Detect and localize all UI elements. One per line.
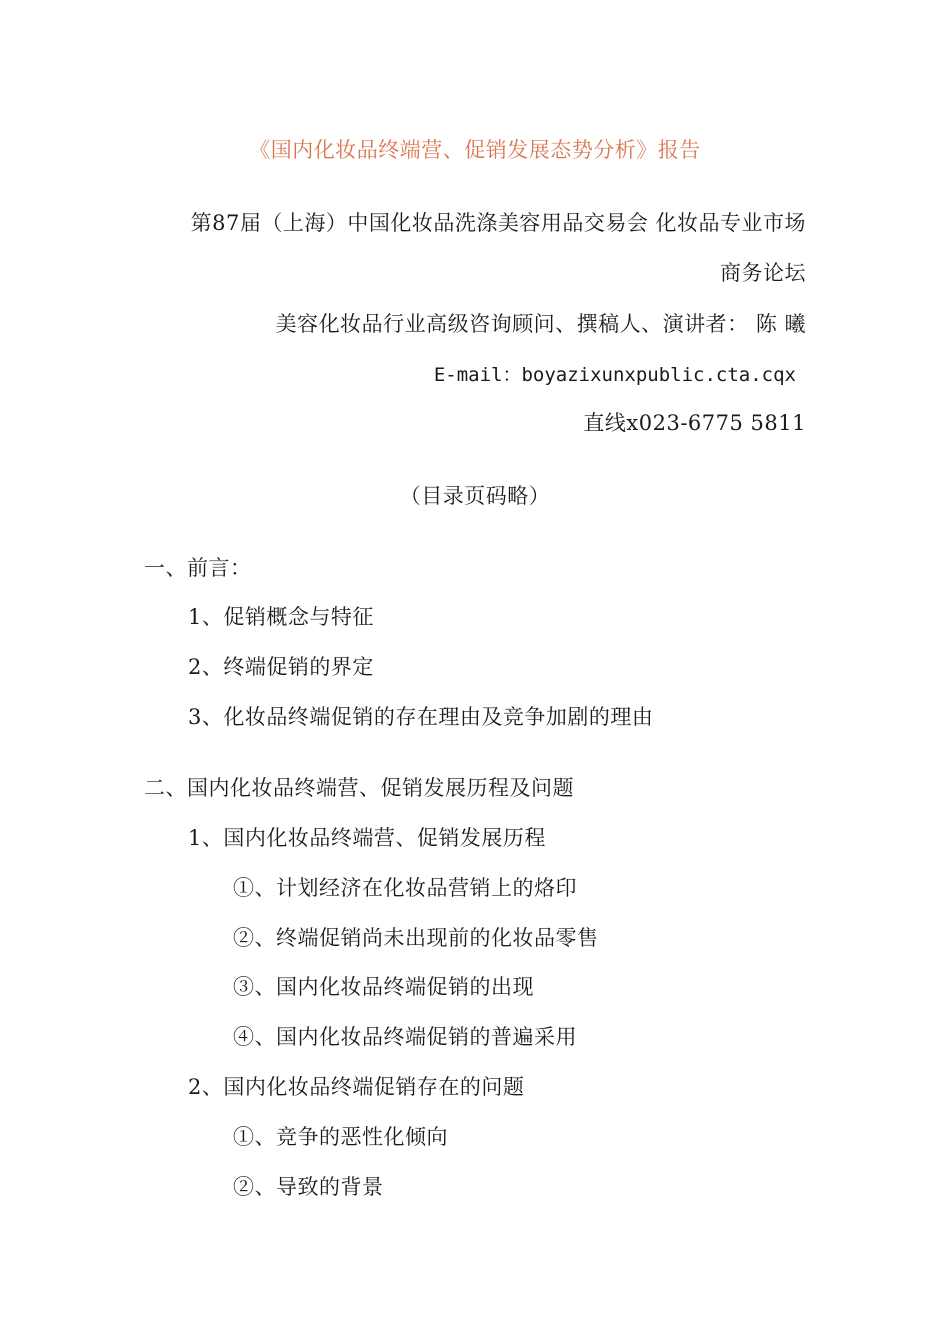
subsection-heading: 2、国内化妆品终端促销存在的问题 bbox=[188, 1075, 525, 1099]
email-line: E-mail：boyazixunxpublic.cta.cqx bbox=[433, 364, 796, 386]
outline-subitem: ②、终端促销尚未出现前的化妆品零售 bbox=[233, 926, 599, 950]
outline-subitem: ①、竞争的恶性化倾向 bbox=[233, 1125, 448, 1149]
outline-item: 3、化妆品终端促销的存在理由及竞争加剧的理由 bbox=[188, 705, 654, 729]
phone-line: 直线x023-6775 5811 bbox=[583, 411, 806, 435]
document-title: 《国内化妆品终端营、促销发展态势分析》报告 bbox=[249, 138, 701, 162]
outline-item: 1、促销概念与特征 bbox=[188, 605, 374, 629]
outline-subitem: ②、导致的背景 bbox=[233, 1175, 384, 1199]
subsection-heading: 1、国内化妆品终端营、促销发展历程 bbox=[188, 826, 546, 850]
author-line: 美容化妆品行业高级咨询顾问、撰稿人、演讲者： 陈 曦 bbox=[275, 312, 806, 336]
section-heading: 二、国内化妆品终端营、促销发展历程及问题 bbox=[144, 776, 574, 800]
section-heading: 一、前言： bbox=[144, 556, 252, 580]
outline-subitem: ③、国内化妆品终端促销的出现 bbox=[233, 975, 534, 999]
outline-item: 2、终端促销的界定 bbox=[188, 655, 374, 679]
event-line: 第87届（上海）中国化妆品洗涤美容用品交易会 化妆品专业市场 bbox=[190, 211, 806, 235]
outline-subitem: ④、国内化妆品终端促销的普遍采用 bbox=[233, 1025, 577, 1049]
toc-note: （目录页码略） bbox=[399, 484, 551, 508]
event-line-continued: 商务论坛 bbox=[720, 261, 806, 285]
outline-subitem: ①、计划经济在化妆品营销上的烙印 bbox=[233, 876, 577, 900]
